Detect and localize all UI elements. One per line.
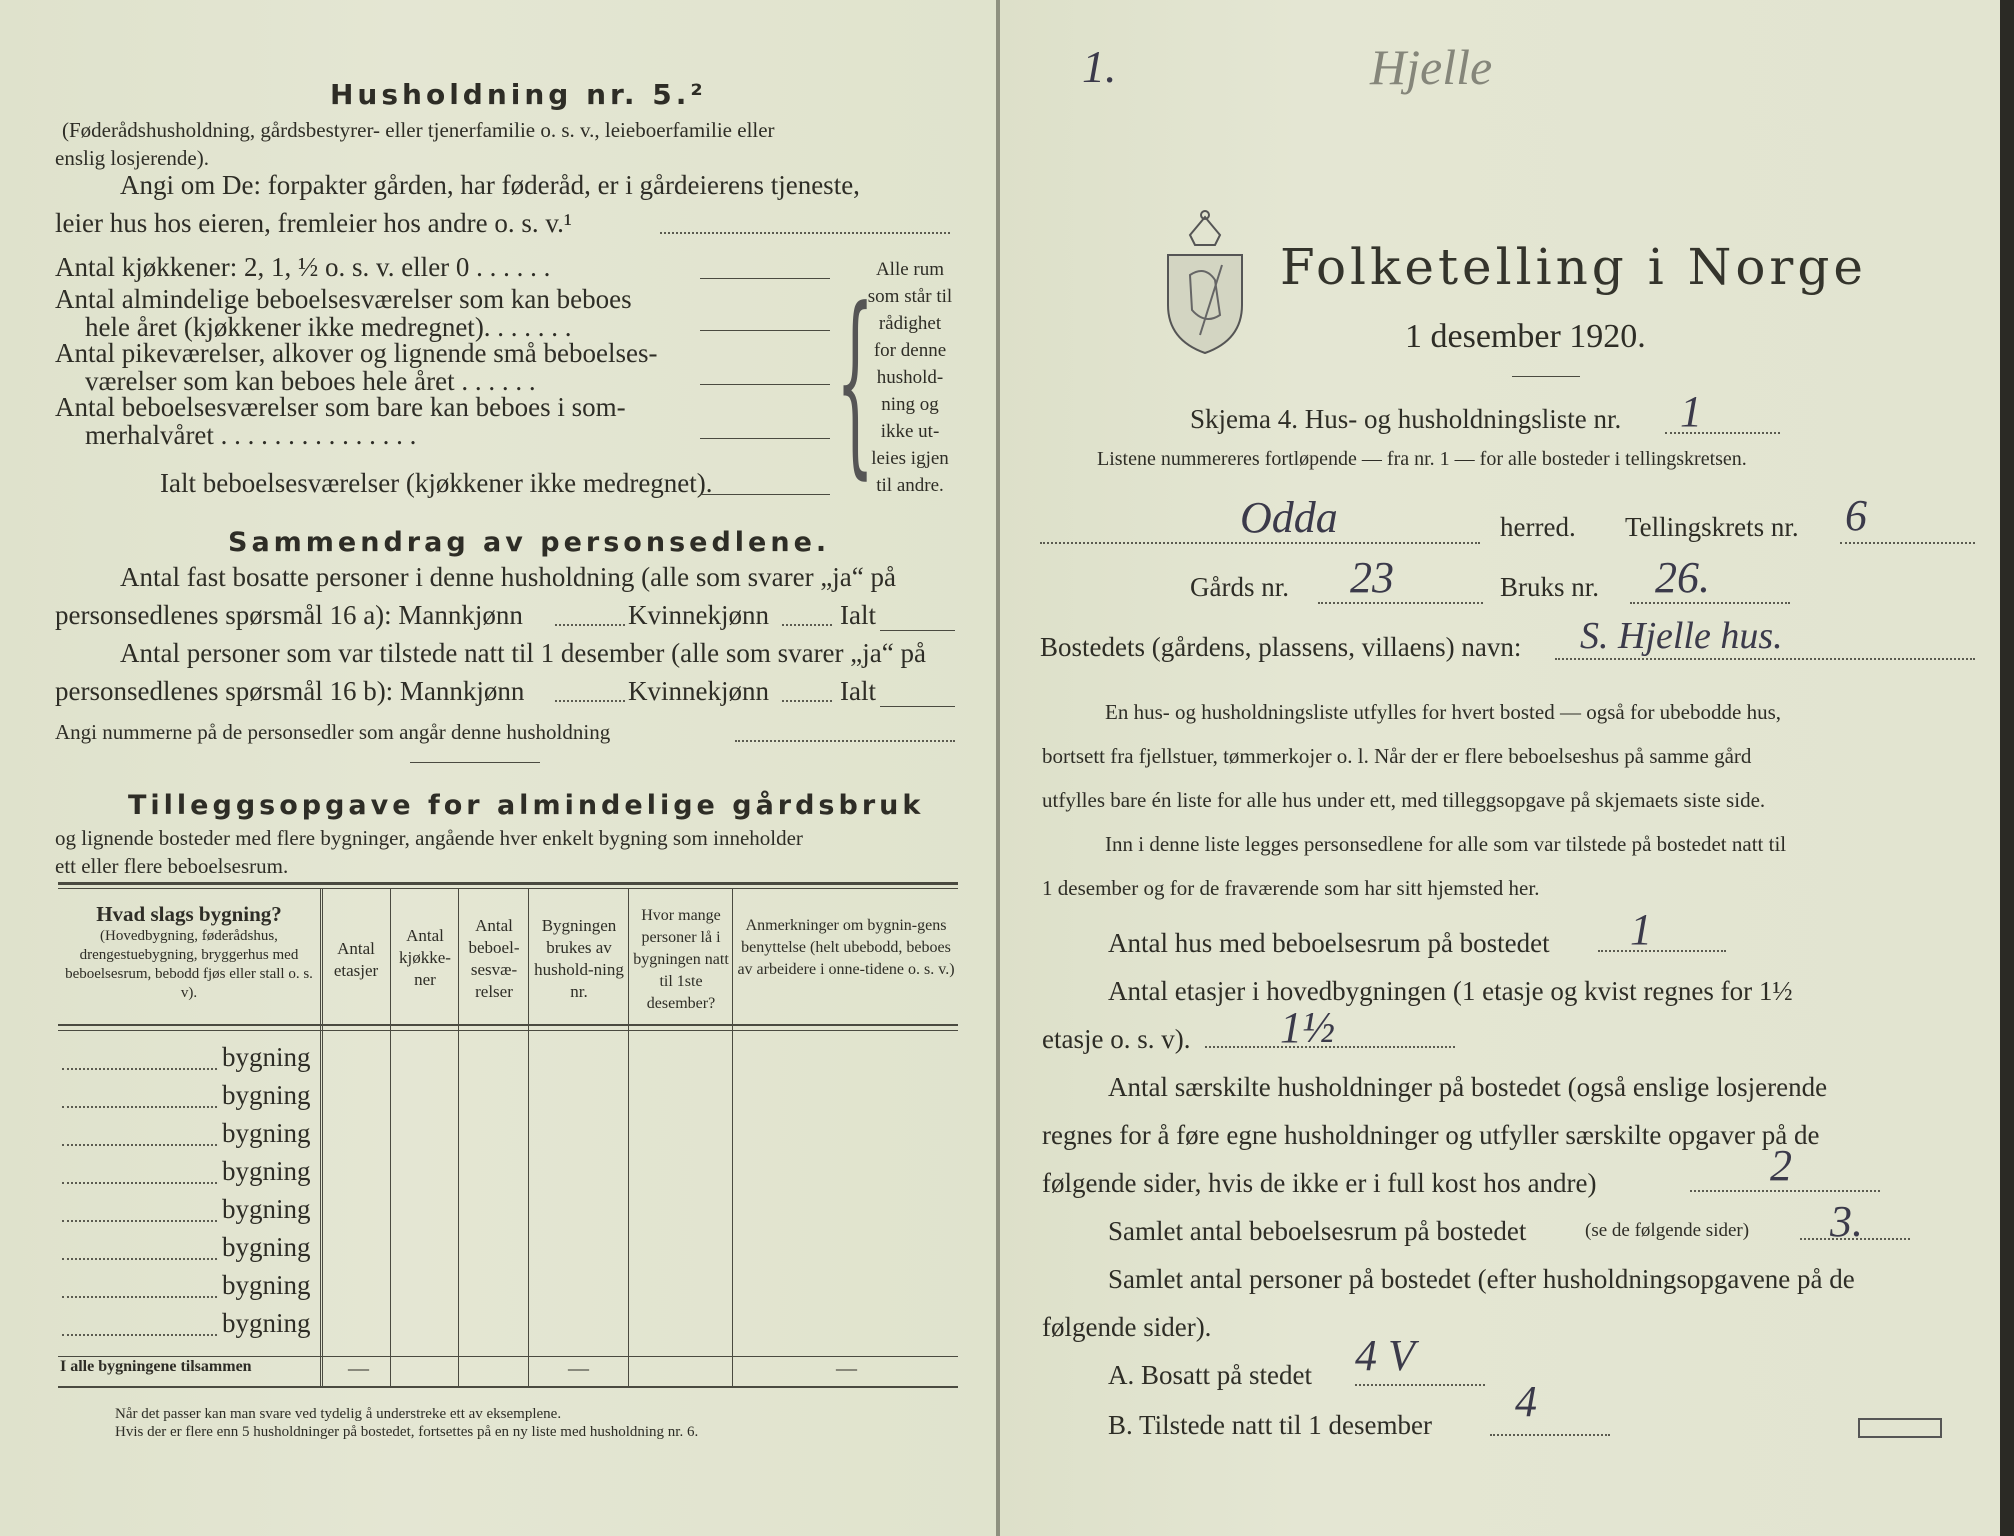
fill-line: [1040, 542, 1480, 544]
table-header-rooms: Antal beboel-sesvæ-relser: [468, 916, 520, 1001]
herred-label: herred.: [1500, 512, 1576, 542]
table-col-divider: [390, 888, 391, 1388]
table-row: bygning: [222, 1118, 311, 1148]
corner-handwriting: Hjelle: [1370, 39, 1493, 95]
document-title: Folketelling i Norge: [1280, 238, 1867, 296]
fill-line: [1630, 602, 1790, 604]
tellingskrets-value: 6: [1845, 491, 1867, 540]
angi-line-2: leier hus hos eieren, fremleier hos andre o. s. v.¹: [55, 208, 572, 238]
fill-line: [1840, 542, 1975, 544]
brace-icon: {: [836, 268, 875, 499]
present-line-2a: personsedlenes spørsmål 16 b): Mannkjønn: [55, 676, 525, 706]
total-rooms-label: Ialt beboelsesværelser (kjøkkener ikke medregnet).: [160, 468, 713, 498]
instructions-2: bortsett fra fjellstuer, tømmerkojer o. l. Når der er flere beboelseshus på samme gård: [1042, 744, 1752, 768]
samlet-rom-label: Samlet antal beboelsesrum på bostedet: [1108, 1216, 1527, 1246]
instructions-4: Inn i denne liste legges personsedlene for alle som var tilstede på bostedet natt til: [1105, 832, 1787, 856]
fill-line: [1555, 658, 1975, 660]
total-dash: —: [348, 1356, 369, 1380]
table-header-remarks: Anmerkninger om bygnin-gens benyttelse (helt ubebodd, beboes av arbeidere i onne-tidene o. s. v.): [737, 917, 955, 978]
instructions-1: En hus- og husholdningsliste utfylles for hvert bosted — også for ubebodde hus,: [1105, 700, 1781, 724]
answer-line: [700, 330, 830, 331]
table-header-floors: Antal etasjer: [333, 939, 379, 980]
table-row: bygning: [222, 1156, 311, 1186]
footnote-1: Når det passer kan man svare ved tydelig å understreke ett av eksemplene.: [115, 1406, 562, 1422]
table-header-border: [58, 1024, 958, 1026]
table-row: bygning: [222, 1270, 311, 1300]
fast-line-2a: personsedlenes spørsmål 16 a): Mannkjønn: [55, 600, 523, 630]
angi-line-1: Angi om De: forpakter gården, har føderåd, er i gårdeierens tjeneste,: [120, 170, 860, 200]
gards-label: Gårds nr.: [1190, 572, 1289, 602]
table-col-divider: [528, 888, 529, 1388]
divider: [1512, 376, 1580, 377]
samlet-rom-note: (se de følgende sider): [1585, 1220, 1750, 1241]
kitchens-label: Antal kjøkkener: 2, 1, ½ o. s. v. eller 0 . . . . . .: [55, 252, 551, 282]
table-top-border: [58, 888, 958, 889]
present-line-2c: Ialt: [840, 676, 876, 706]
supplement-subtitle: og lignende bosteder med flere bygninger, angående hver enkelt bygning som inneholder: [55, 826, 803, 850]
document-date: 1 desember 1920.: [1405, 318, 1646, 355]
rooms-summer-1: Antal beboelsesværelser som bare kan beboes i som-: [55, 392, 626, 422]
table-row: bygning: [222, 1042, 311, 1072]
sersk-line-1: Antal særskilte husholdninger på bostedet (også enslige losjerende: [1108, 1072, 1828, 1102]
fill-line: [555, 700, 625, 702]
household-subtitle: (Føderådshusholdning, gårdsbestyrer- eller tjenerfamilie o. s. v., leieboerfamilie eller: [62, 118, 775, 142]
supplement-subtitle-2: ett eller flere beboelsesrum.: [55, 854, 289, 878]
answer-line: [700, 278, 830, 279]
table-total-label: I alle bygningene tilsammen: [60, 1358, 252, 1375]
table-col-divider: [732, 888, 733, 1388]
table-header-building: Hvad slags bygning? (Hovedbygning, føderådshus, drengestuebygning, bryggerhus med beboelsesrum, bebodd fjøs eller stall o. s. v).: [65, 902, 313, 1001]
fill-line: [782, 624, 832, 626]
angi-fill-line: [660, 232, 950, 234]
fill-line: [1490, 1434, 1610, 1436]
fast-line-1: Antal fast bosatte personer i denne husholdning (alle som svarer „ja“ på: [120, 562, 896, 592]
household-title: Husholdning nr. 5.²: [330, 78, 707, 111]
angi-numbers: Angi nummerne på de personsedler som angår denne husholdning: [55, 720, 611, 744]
printer-stamp-icon: [1858, 1418, 1942, 1438]
etasjer-value: 1½: [1280, 1003, 1335, 1052]
bruks-label: Bruks nr.: [1500, 572, 1600, 602]
bosatt-value: 4 V: [1355, 1331, 1415, 1380]
left-page: [0, 0, 1000, 1536]
corner-mark: 1.: [1082, 41, 1117, 92]
answer-line: [700, 384, 830, 385]
sersk-line-3: følgende sider, hvis de ikke er i full kost hos andre): [1042, 1168, 1597, 1198]
tilstede-value: 4: [1515, 1377, 1537, 1426]
samlet-pers-line-1: Samlet antal personer på bostedet (efter husholdningsopgavene på de: [1108, 1264, 1855, 1294]
fast-line-2c: Ialt: [840, 600, 876, 630]
household-subtitle-2: enslig losjerende).: [55, 146, 209, 170]
bosatt-label: A. Bosatt på stedet: [1108, 1360, 1312, 1390]
bosted-label: Bostedets (gårdens, plassens, villaens) navn:: [1040, 632, 1522, 662]
table-col-divider: [628, 888, 629, 1388]
rooms-summer-2: merhalvåret . . . . . . . . . . . . . . .: [85, 420, 417, 450]
fill-line: [735, 740, 955, 742]
fill-line: [1355, 1384, 1485, 1386]
supplement-title: Tilleggsopgave for almindelige gårdsbruk: [128, 790, 925, 821]
table-col-divider: [320, 888, 323, 1388]
table-header-kitchens: Antal kjøkke-ner: [399, 926, 451, 989]
table-bottom-border: [58, 1386, 958, 1388]
instructions-5: 1 desember og for de fraværende som har sitt hjemsted her.: [1042, 876, 1540, 900]
rooms-small-2: værelser som kan beboes hele året . . . . . .: [85, 366, 536, 396]
gards-value: 23: [1350, 553, 1394, 602]
present-line-2b: Kvinnekjønn: [628, 676, 769, 706]
answer-line: [700, 494, 830, 495]
fill-line: [1800, 1238, 1910, 1240]
instructions-3: utfylles bare én liste for alle hus under ett, med tilleggsopgave på skjemaets siste side.: [1042, 788, 1766, 812]
rooms-ordinary-2: hele året (kjøkkener ikke medregnet). . . . . . .: [85, 312, 572, 342]
samlet-rom-value: 3.: [1830, 1197, 1863, 1246]
footnote-2: Hvis der er flere enn 5 husholdninger på bostedet, fortsettes på en ny liste med husholdning nr. 6.: [115, 1424, 699, 1440]
total-dash: —: [568, 1356, 589, 1380]
divider: [410, 762, 540, 763]
table-header-border: [58, 1030, 958, 1031]
sersk-value: 2: [1770, 1141, 1792, 1190]
table-col-divider: [458, 888, 459, 1388]
total-dash: —: [836, 1356, 857, 1380]
sersk-line-2: regnes for å føre egne husholdninger og utfyller særskilte opgaver på de: [1042, 1120, 1820, 1150]
hus-value: 1: [1630, 905, 1652, 954]
table-row: bygning: [222, 1194, 311, 1224]
right-page: [1000, 0, 2000, 1536]
hus-label: Antal hus med beboelsesrum på bostedet: [1108, 928, 1550, 958]
etasjer-line-2: etasje o. s. v).: [1042, 1024, 1191, 1054]
tellingskrets-label: Tellingskrets nr.: [1625, 512, 1799, 542]
rooms-small-1: Antal pikeværelser, alkover og lignende små beboelses-: [55, 338, 658, 368]
fill-line: [555, 624, 625, 626]
etasjer-line-1: Antal etasjer i hovedbygningen (1 etasje og kvist regnes for 1½: [1108, 976, 1793, 1006]
brace-note: Alle rum som står til rådighet for denne hushold- ning og ikke ut- leies igjen til andre.: [867, 259, 953, 496]
table-top-border: [58, 882, 958, 885]
fill-line: [1665, 432, 1780, 434]
listene-note: Listene nummereres fortløpende — fra nr. 1 — for alle bosteder i tellingskretsen.: [1097, 448, 1747, 470]
fill-line: [1205, 1046, 1455, 1048]
present-line-1: Antal personer som var tilstede natt til 1 desember (alle som svarer „ja“ på: [120, 638, 926, 668]
schema-value: 1: [1680, 387, 1702, 436]
fill-line: [880, 630, 955, 631]
bosted-value: S. Hjelle hus.: [1580, 615, 1783, 657]
table-row: bygning: [222, 1308, 311, 1338]
summary-title: Sammendrag av personsedlene.: [228, 527, 831, 558]
table-row: bygning: [222, 1080, 311, 1110]
fill-line: [1598, 950, 1726, 952]
samlet-pers-line-2: følgende sider).: [1042, 1312, 1212, 1342]
fill-line: [1318, 602, 1483, 604]
table-header-persons: Hvor mange personer lå i bygningen natt til 1ste desember?: [633, 907, 729, 1012]
fast-line-2b: Kvinnekjønn: [628, 600, 769, 630]
herred-value: Odda: [1240, 493, 1338, 542]
fill-line: [880, 706, 955, 707]
rooms-ordinary-1: Antal almindelige beboelsesværelser som kan beboes: [55, 284, 632, 314]
schema-label: Skjema 4. Hus- og husholdningsliste nr.: [1190, 404, 1622, 434]
fill-line: [782, 700, 832, 702]
table-row: bygning: [222, 1232, 311, 1262]
table-header-household: Bygningen brukes av hushold-ning nr.: [534, 916, 624, 1001]
tilstede-label: B. Tilstede natt til 1 desember: [1108, 1410, 1432, 1440]
bruks-value: 26.: [1655, 553, 1710, 602]
fill-line: [1690, 1190, 1880, 1192]
table-total-border: [58, 1356, 958, 1357]
coat-of-arms-icon: [1160, 205, 1250, 359]
answer-line: [700, 438, 830, 439]
